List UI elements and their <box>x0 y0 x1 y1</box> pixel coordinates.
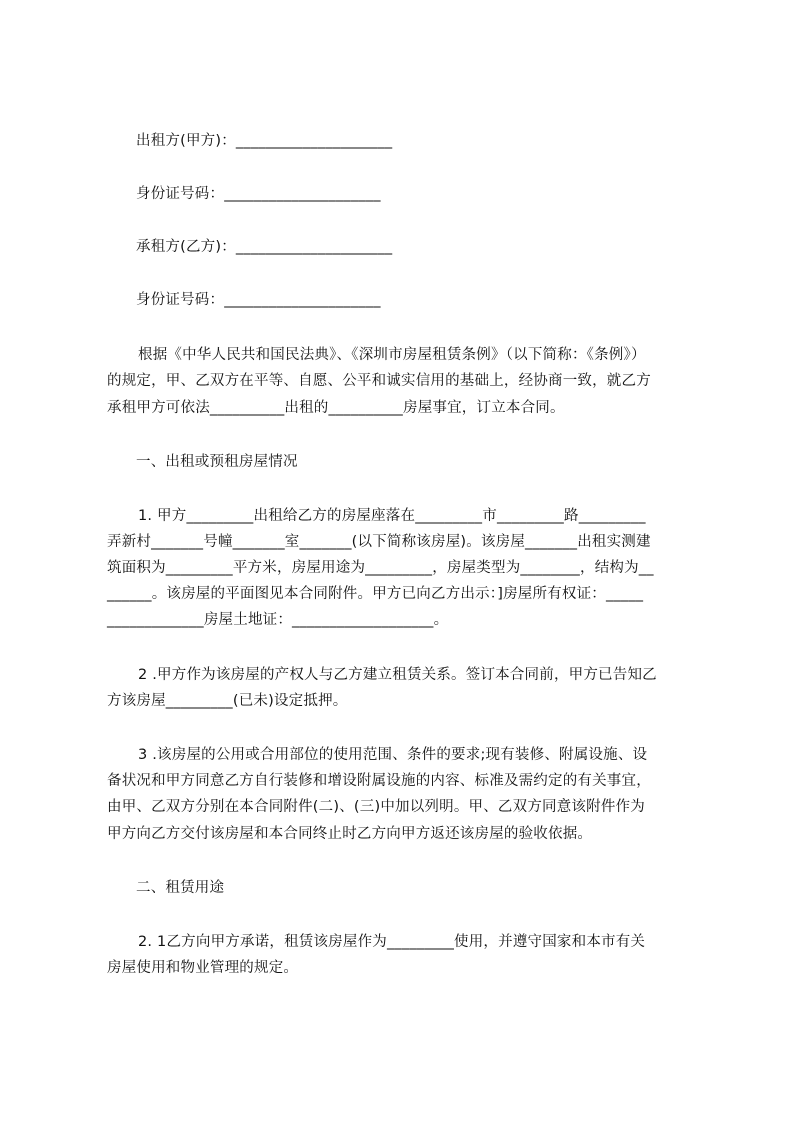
lessor-field: 出租方(甲方)：_____________________ <box>136 133 393 149</box>
preamble-line: 承租甲方可依法__________出租的__________房屋事宜，订立本合同。 <box>107 400 565 416</box>
clause-line: _____________房屋土地证：___________________。 <box>107 612 449 628</box>
clause-line: 1. 甲方_________出租给乙方的房屋座落在_________市_________路_________ <box>138 508 646 524</box>
lessee-field: 承租方(乙方)：_____________________ <box>136 239 393 255</box>
section-heading-1: 一、出租或预租房屋情况 <box>136 454 298 470</box>
clause-line: 筑面积为_________平方米，房屋用途为_________，房屋类型为________，结构为__ <box>107 560 654 576</box>
clause-line: 由甲、乙双方分别在本合同附件(二)、(三)中加以列明。甲、乙双方同意该附件作为 <box>107 799 645 815</box>
clause-line: 2. 1乙方向甲方承诺，租赁该房屋作为_________使用，并遵守国家和本市有关 <box>138 934 646 950</box>
section-heading-2: 二、租赁用途 <box>136 880 225 896</box>
clause-line: 甲方向乙方交付该房屋和本合同终止时乙方向甲方返还该房屋的验收依据。 <box>107 826 593 842</box>
clause-line: 3 .该房屋的公用或合用部位的使用范围、条件的要求;现有装修、附属设施、设 <box>138 747 648 763</box>
lessor-id-field: 身份证号码：_____________________ <box>136 186 381 202</box>
preamble-line: 的规定，甲、乙双方在平等、自愿、公平和诚实信用的基础上，经协商一致，就乙方 <box>107 373 651 389</box>
preamble-line: 根据《中华人民共和国民法典》、《深圳市房屋租赁条例》（以下简称：《条例》） <box>138 347 646 363</box>
clause-line: 弄新村_______号幢_______室_______(以下简称该房屋)。该房屋_______出租实测建 <box>107 534 651 550</box>
lessee-id-field: 身份证号码：_____________________ <box>136 292 381 308</box>
clause-line: 2 .甲方作为该房屋的产权人与乙方建立租赁关系。签订本合同前，甲方已告知乙 <box>138 667 657 683</box>
clause-line: ______。该房屋的平面图见本合同附件。甲方已向乙方出示：]房屋所有权证：_____ <box>107 586 644 602</box>
clause-line: 备状况和甲方同意乙方自行装修和增设附属设施的内容、标准及需约定的有关事宜， <box>107 773 651 789</box>
clause-line: 房屋使用和物业管理的规定。 <box>107 960 299 976</box>
clause-line: 方该房屋_________(已未)设定抵押。 <box>107 693 348 709</box>
